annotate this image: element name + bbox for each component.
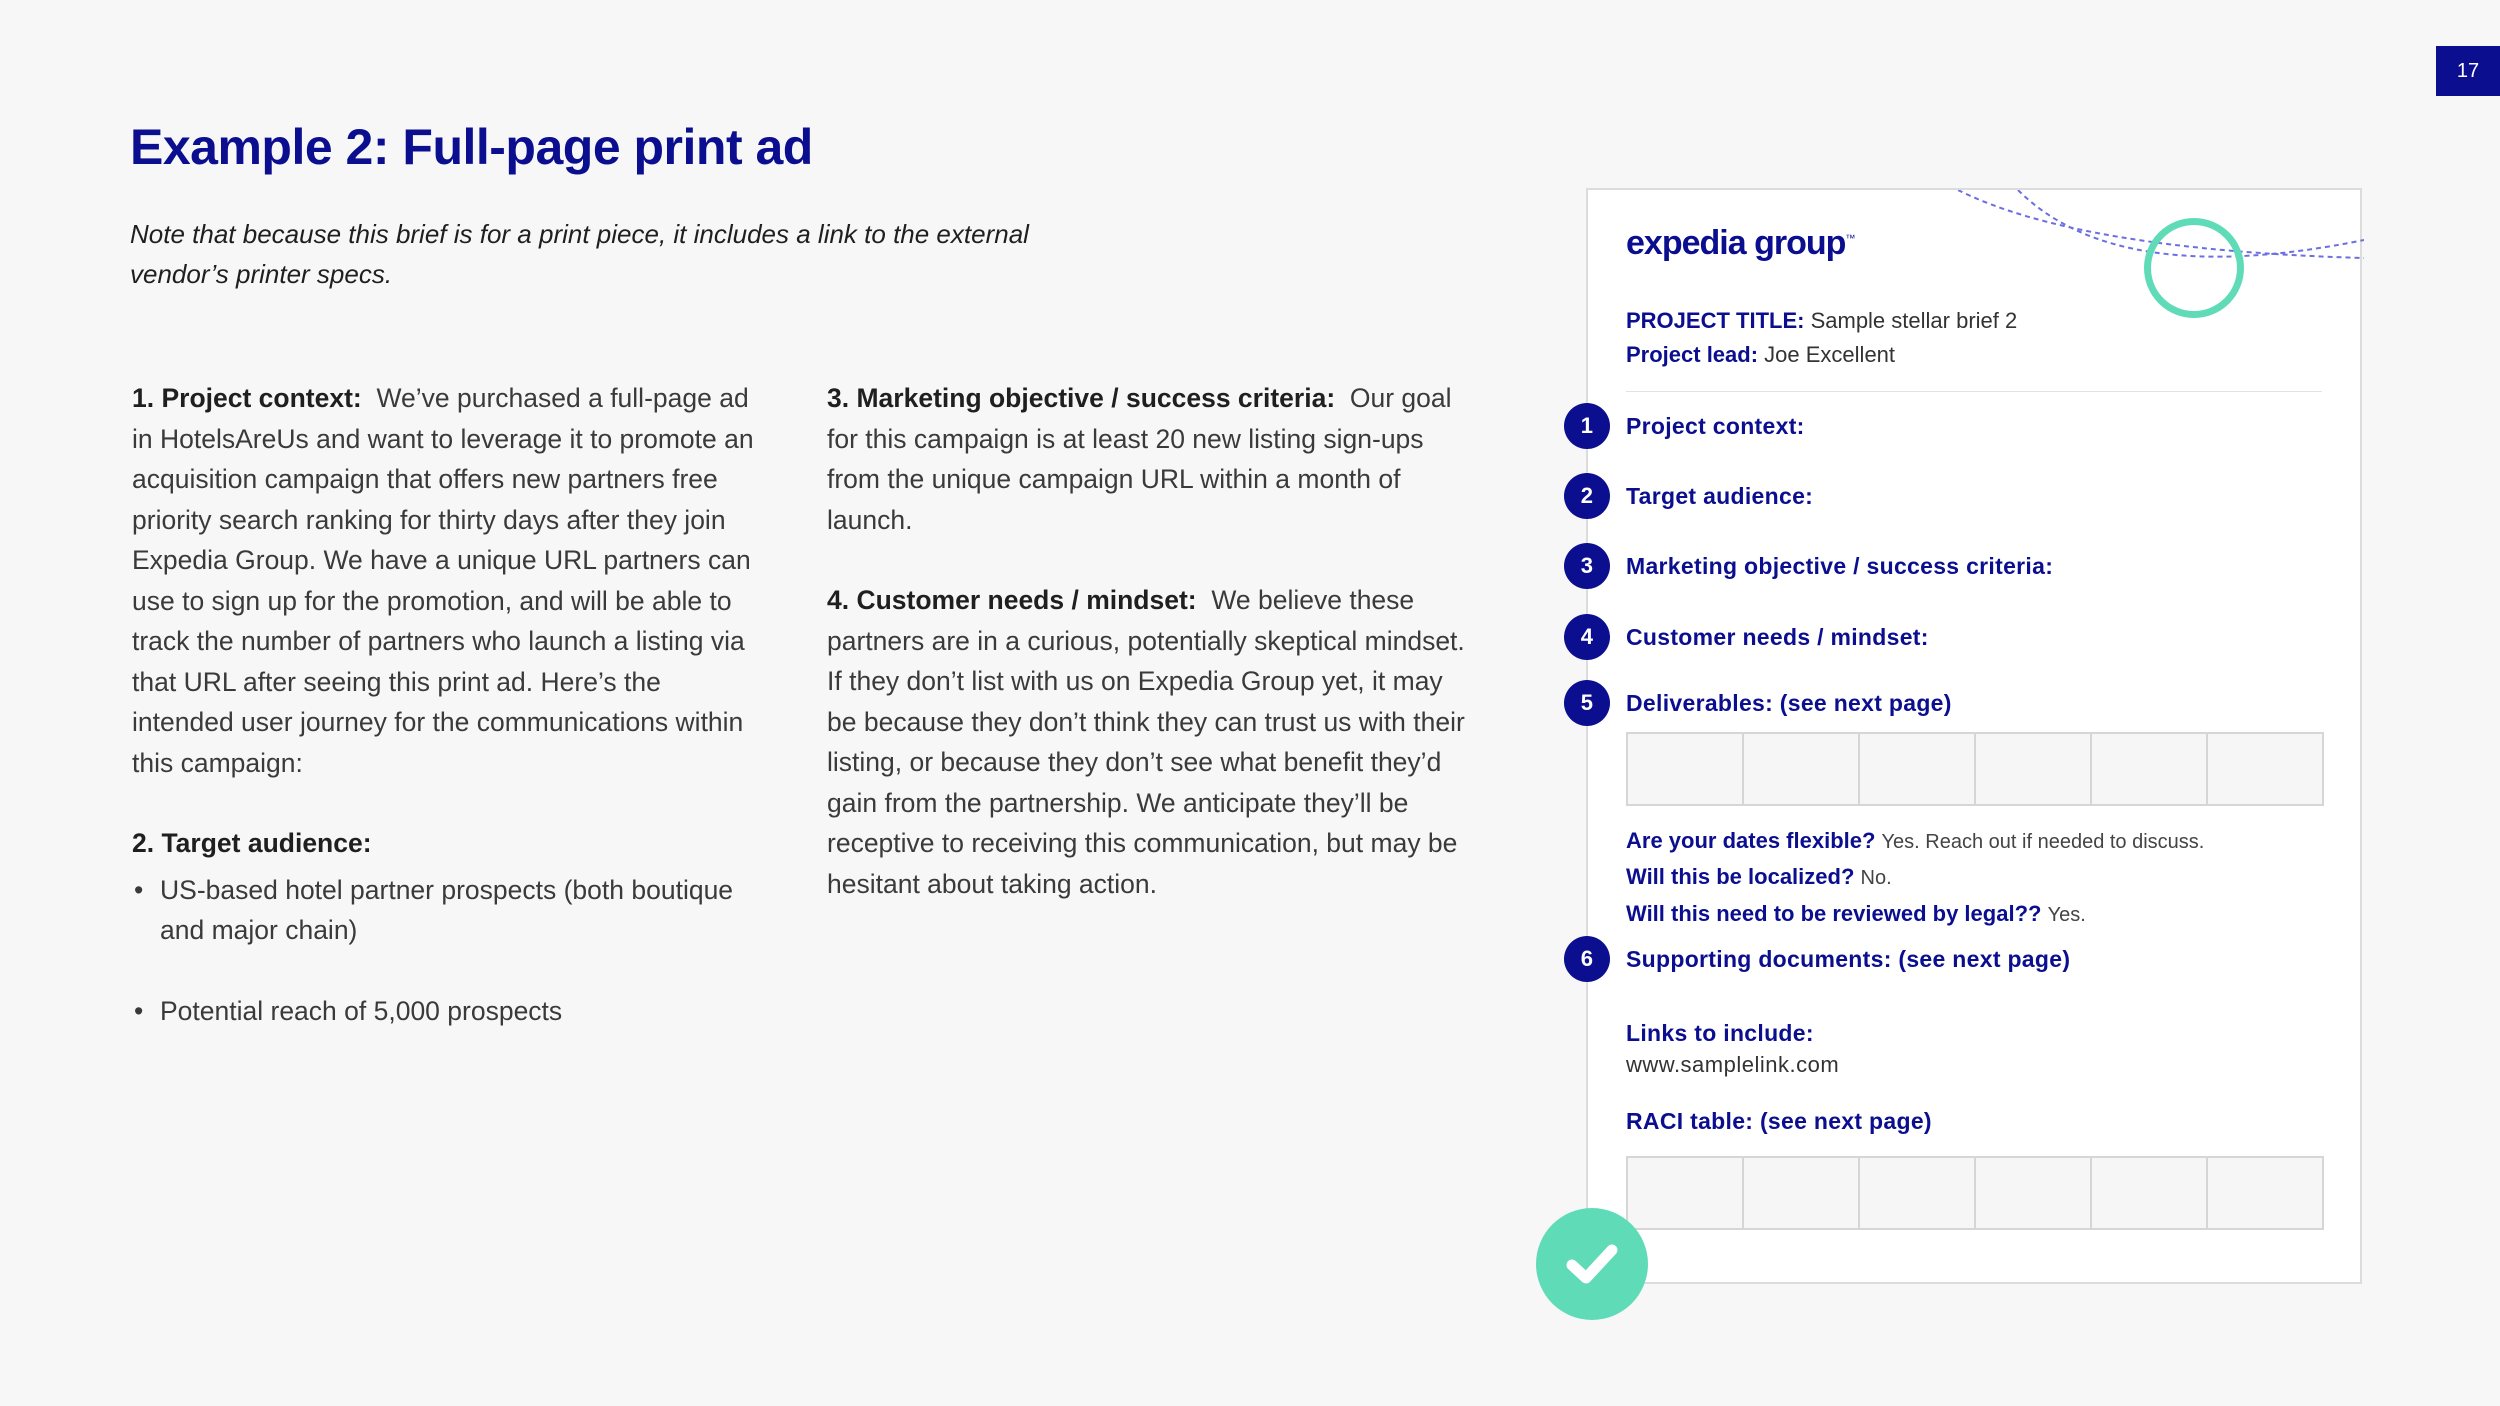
- brief-item-4: 4 Customer needs / mindset:: [1626, 624, 1929, 651]
- sample-link[interactable]: www.samplelink.com: [1626, 1052, 1840, 1077]
- links-label: Links to include:: [1626, 1020, 1814, 1046]
- section-body: We’ve purchased a full-page ad in HotelsAreUs and want to leverage it to promote an acquisition campaign that offers new partners free priority search ranking for thirty days after they join Expedia Group. We have a unique URL partners can use to sign up for the promotion, and will be able to track the number of partners who launch a listing via that URL after seeing this print ad. Here’s the intended user journey for the communications within this campaign:: [132, 383, 754, 778]
- section-heading: 2. Target audience:: [132, 828, 372, 858]
- number-badge: 4: [1564, 614, 1610, 660]
- brief-item-5: 5 Deliverables: (see next page): [1626, 690, 1952, 717]
- project-context-section: [132, 378, 762, 783]
- right-column: [827, 378, 1467, 944]
- divider: [1626, 391, 2322, 392]
- question-localized: Will this be localized? No.: [1626, 864, 1892, 889]
- project-lead-row: Project lead: Joe Excellent: [1626, 342, 1896, 367]
- number-badge: 3: [1564, 543, 1610, 589]
- page-number: 17: [2436, 46, 2500, 96]
- question-dates-flexible: Are your dates flexible? Yes. Reach out if needed to discuss.: [1626, 828, 2205, 853]
- raci-label: RACI table: (see next page): [1626, 1108, 1932, 1134]
- section-heading: 3. Marketing objective / success criteria:: [827, 383, 1336, 413]
- number-badge: 1: [1564, 403, 1610, 449]
- question-legal-review: Will this need to be reviewed by legal?? Yes.: [1626, 901, 2086, 926]
- customer-needs-section: [827, 580, 1467, 904]
- decorative-ring: [2144, 218, 2244, 318]
- target-audience-section: [132, 823, 762, 864]
- project-title-row: PROJECT TITLE: Sample stellar brief 2: [1626, 308, 2018, 333]
- number-badge: 5: [1564, 680, 1610, 726]
- brief-item-2: 2 Target audience:: [1626, 483, 1813, 510]
- number-badge: 2: [1564, 473, 1610, 519]
- left-column: [132, 378, 762, 1071]
- section-heading: 1. Project context:: [132, 383, 362, 413]
- checkmark-icon: [1536, 1208, 1648, 1320]
- brief-item-1: 1 Project context:: [1626, 413, 1805, 440]
- audience-list: [132, 870, 762, 1032]
- brief-item-3: 3 Marketing objective / success criteria:: [1626, 553, 2053, 580]
- section-body: We believe these partners are in a curious, potentially skeptical mindset. If they don’t list with us on Expedia Group yet, it may be because they don’t think they can trust us with their listing, or because they don’t see what benefit they’d gain from the partnership. We anticipate they’ll be receptive to receiving this communication, but may be hesitant about taking action.: [827, 585, 1465, 899]
- expedia-group-logo: expedia group™: [1626, 224, 1855, 262]
- brief-item-6: 6 Supporting documents: (see next page): [1626, 946, 2070, 973]
- brief-card: [1580, 188, 2362, 1284]
- list-item: • US-based hotel partner prospects (both boutique and major chain): [132, 870, 762, 951]
- section-body: Our goal for this campaign is at least 20 new listing sign-ups from the unique campaign URL within a month of launch.: [827, 383, 1452, 535]
- number-badge: 6: [1564, 936, 1610, 982]
- page-title: Example 2: Full-page print ad: [130, 119, 813, 175]
- marketing-objective-section: [827, 378, 1467, 540]
- section-heading: 4. Customer needs / mindset:: [827, 585, 1197, 615]
- raci-table: [1626, 1156, 2324, 1230]
- deliverables-table: [1626, 732, 2324, 806]
- list-item: • Potential reach of 5,000 prospects: [132, 991, 762, 1032]
- intro-note: Note that because this brief is for a print piece, it includes a link to the external vendor’s printer specs.: [130, 219, 1029, 289]
